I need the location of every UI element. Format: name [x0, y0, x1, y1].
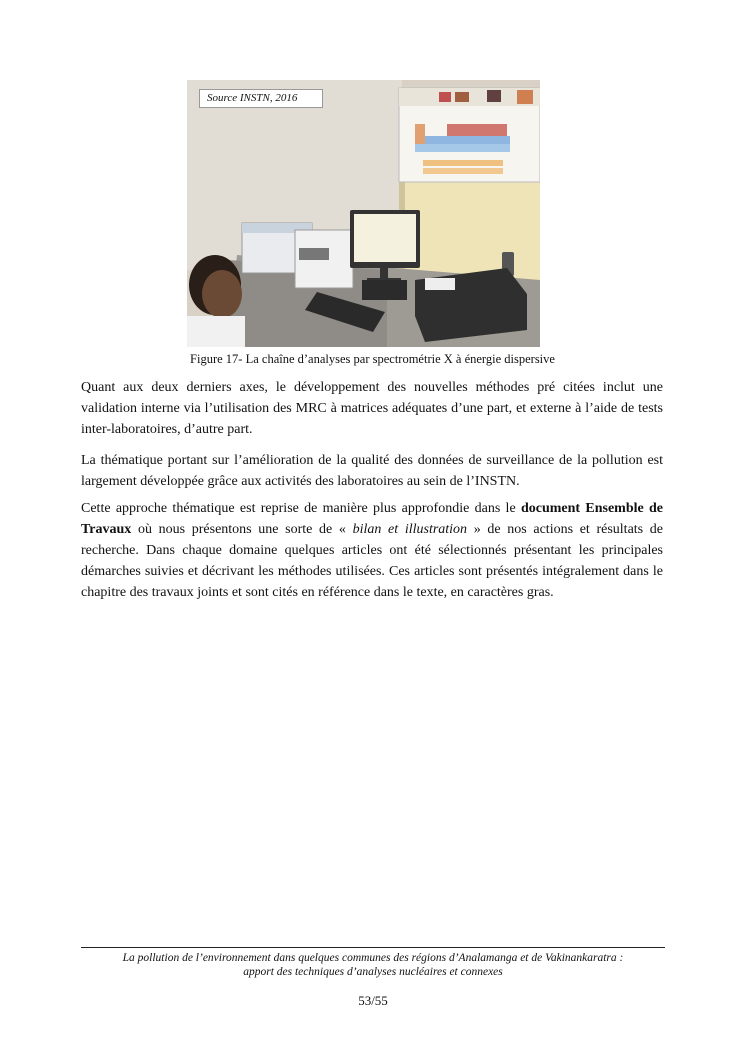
lab-photo-illustration — [187, 80, 540, 347]
footer-line-1: La pollution de l’environnement dans quelques communes des régions d’Analamanga et de Vakinankaratra : — [122, 952, 624, 964]
footer-line-2: apport des techniques d’analyses nucléaires et connexes — [243, 966, 503, 978]
paragraph-3-text-3: » de nos actions et résultats de recherche. Dans chaque domaine quelques articles ont été sélectionnés présentant les principales démarches suivies et décrivant les méthodes utilisées. Ces articles sont présentés intégralement dans le chapitre des travaux joints et sont cités en référence dans le texte, en caractères gras. — [81, 522, 664, 600]
paragraph-2: La thématique portant sur l’amélioration de la qualité des données de surveillance de la pollution est largement développée grâce aux activités des laboratoires au sein de l’INSTN. — [81, 453, 663, 489]
footer-divider — [81, 947, 665, 948]
page-number: 53/55 — [358, 993, 388, 1008]
figure-caption: Figure 17- La chaîne d’analyses par spectrométrie X à énergie dispersive — [190, 352, 555, 366]
paragraph-3-text-2: où nous présentons une sorte de « — [131, 522, 353, 537]
source-label: Source INSTN, 2016 — [199, 89, 323, 108]
paragraph-3-text-1: Cette approche thématique est reprise de manière plus approfondie dans le — [81, 501, 521, 516]
paragraph-3-bold: document Ensemble de Travaux — [81, 501, 664, 537]
paragraph-3 — [81, 498, 663, 603]
paragraph-3-italic: bilan et illustration — [352, 522, 468, 537]
lab-photo — [187, 80, 540, 347]
paragraph-1: Quant aux deux derniers axes, le développement des nouvelles méthodes pré citées inclut une validation interne via l’utilisation des MRC à matrices adéquates d’une part, et externe à l’aide de tests inter-laboratoires, d’autre part. — [81, 380, 663, 437]
footer-title — [81, 951, 665, 979]
